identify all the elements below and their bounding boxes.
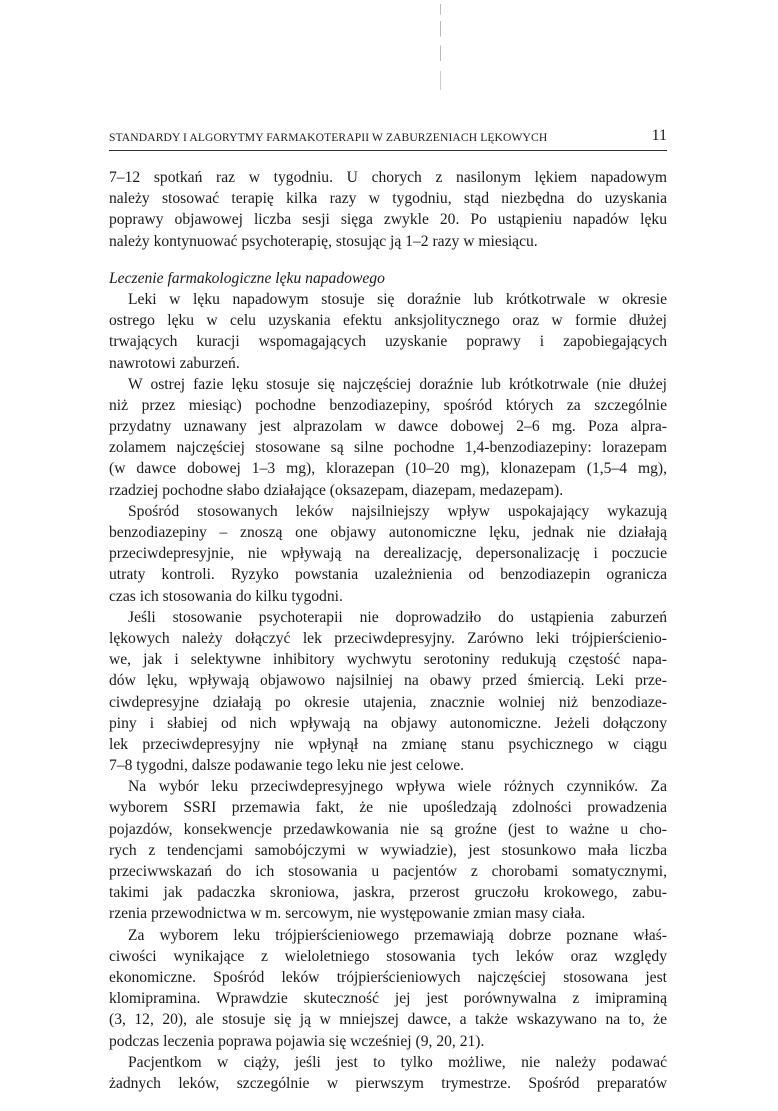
text-line: lękowych należy dołączyć lek przeciwdepresyjny. Zarówno leki trójpierścienio- — [109, 629, 667, 647]
text-line: 7–8 tygodni, dalsze podawanie tego leku nie jest celowe. — [109, 757, 465, 775]
text-line: pojazdów, konsekwencje przedawkowania nie są groźne (jest to ważne u cho- — [109, 820, 667, 838]
text-line: niż przez miesiąc) pochodne benzodiazepiny, spośród których za szczególnie — [109, 396, 667, 414]
running-header-title: STANDARDY I ALGORYTMY FARMAKOTERAPII W ZABURZENIACH LĘKOWYCH — [109, 131, 548, 144]
text-line: benzodiazepiny – znoszą one objawy autonomiczne lęku, jednak nie działają — [109, 524, 667, 541]
text-line: Za wyborem leku trójpierścieniowego przemawiają dobrze poznane właś- — [128, 926, 667, 944]
text-line: piny i słabiej od nich wpływają na objawy autonomiczne. Jeżeli dołączony — [109, 714, 667, 732]
text-line: wyborem SSRI przemawia fakt, że nie upośledzają zdolności prowadzenia — [109, 799, 667, 817]
text-line: należy stosować terapię kilka razy w tygodniu, stąd niezbędna do uzyskania — [109, 190, 667, 208]
text-line: (3, 12, 20), ale stosuje się ją w mniejszej dawce, a także wskazywano na to, że — [109, 1011, 667, 1029]
text-line: takimi jak padaczka skroniowa, jaskra, przerost gruczołu krokowego, zabu- — [109, 884, 667, 902]
text-line: poprawy objawowej liczba sesji sięga zwykle 20. Po ustąpieniu napadów lęku — [109, 211, 667, 229]
text-line: ciwości wynikające z wieloletniego stosowania tych leków oraz względy — [109, 947, 667, 965]
text-line: należy kontynuować psychoterapię, stosując ją 1–2 razy w miesiącu. — [109, 232, 538, 250]
header-rule — [109, 150, 667, 151]
text-line: przeciwwskazań do ich stosowania u pacjentów z chorobami somatycznymi, — [109, 863, 667, 880]
text-line: zolamem najczęściej stosowane są silne pochodne 1,4-benzodiazepiny: lorazepam — [109, 439, 667, 457]
text-line: Leki w lęku napadowym stosuje się doraźnie lub krótkotrwale w okresie — [128, 290, 667, 308]
text-line: Pacjentkom w ciąży, jeśli jest to tylko możliwe, nie należy podawać — [128, 1053, 667, 1071]
text-line: lek przeciwdepresyjny nie wpłynął na zmianę stanu psychicznego w ciągu — [109, 735, 667, 753]
text-line: przydatny uznawany jest alprazolam w dawce dobowej 2–6 mg. Poza alpra- — [109, 418, 667, 436]
text-line: nawrotowi zaburzeń. — [109, 354, 240, 372]
paragraph — [109, 501, 667, 607]
text-line: żadnych leków, szczególnie w pierwszym trymestrze. Spośród preparatów — [109, 1074, 667, 1092]
text-line: klomipramina. Wprawdzie skuteczność jej jest porównywalna z imipraminą — [109, 990, 667, 1008]
paragraph — [109, 1052, 667, 1094]
text-line: (w dawce dobowej 1–3 mg), klorazepan (10–20 mg), klonazepam (1,5–4 mg), — [109, 460, 667, 478]
text-line: ekonomiczne. Spośród leków trójpierścieniowych najczęściej stosowana jest — [109, 968, 667, 986]
text-line: ostrego lęku w celu uzyskania efektu anksjolitycznego oraz w formie dłużej — [109, 312, 667, 330]
text-line: Jeśli stosowanie psychoterapii nie doprowadziło do ustąpienia zaburzeń — [128, 608, 667, 626]
text-line: we, jak i selektywne inhibitory wychwytu serotoniny redukują częstość napa- — [109, 651, 667, 669]
scan-artifact-line — [440, 4, 441, 90]
paragraph — [109, 607, 667, 777]
text-line: czas ich stosowania do kilku tygodni. — [109, 587, 343, 605]
text-line: rych z tendencjami samobójczymi w wywiadzie), jest stosunkowo mała liczba — [109, 841, 667, 859]
text-line: rzadziej pochodne słabo działające (oksazepam, diazepam, medazepam). — [109, 481, 564, 499]
paragraph — [109, 374, 667, 501]
text-line: 7–12 spotkań raz w tygodniu. U chorych z nasilonym lękiem napadowym — [109, 169, 667, 186]
text-line: ciwdepresyjne działają po okresie utajenia, znacznie wolniej niż benzodiaze- — [109, 693, 667, 711]
text-line: W ostrej fazie lęku stosuje się najczęściej doraźnie lub krótkotrwale (nie dłużej — [128, 375, 667, 393]
paragraph — [109, 167, 667, 252]
text-line: Spośród stosowanych leków najsilniejszy wpływ uspokajający wykazują — [128, 502, 667, 520]
text-line: rzenia przewodnictwa w m. sercowym, nie występowanie zmian masy ciała. — [109, 905, 586, 923]
paragraph — [109, 289, 667, 374]
text-line: trwających kuracji wspomagających uzyskanie poprawy i zapobiegających — [109, 333, 667, 351]
text-line: podczas leczenia poprawa pojawia się wcześniej (9, 20, 21). — [109, 1032, 485, 1050]
text-line: utraty kontroli. Ryzyko powstania uzależnienia od benzodiazepin ogranicza — [109, 566, 667, 584]
text-line: przeciwdepresyjnie, nie wpływają na derealizację, depersonalizację i poczucie — [109, 545, 667, 563]
running-header — [109, 128, 667, 148]
text-line: dów lęku, wpływają objawowo najsilniej na obawy przed śmiercią. Leki prze- — [109, 672, 667, 690]
section-heading: Leczenie farmakologiczne lęku napadowego — [109, 269, 385, 287]
page-body — [109, 167, 667, 1094]
paragraph — [109, 925, 667, 1052]
text-line: Na wybór leku przeciwdepresyjnego wpływa wiele różnych czynników. Za — [128, 778, 667, 796]
page-number: 11 — [651, 127, 667, 144]
paragraph — [109, 776, 667, 924]
